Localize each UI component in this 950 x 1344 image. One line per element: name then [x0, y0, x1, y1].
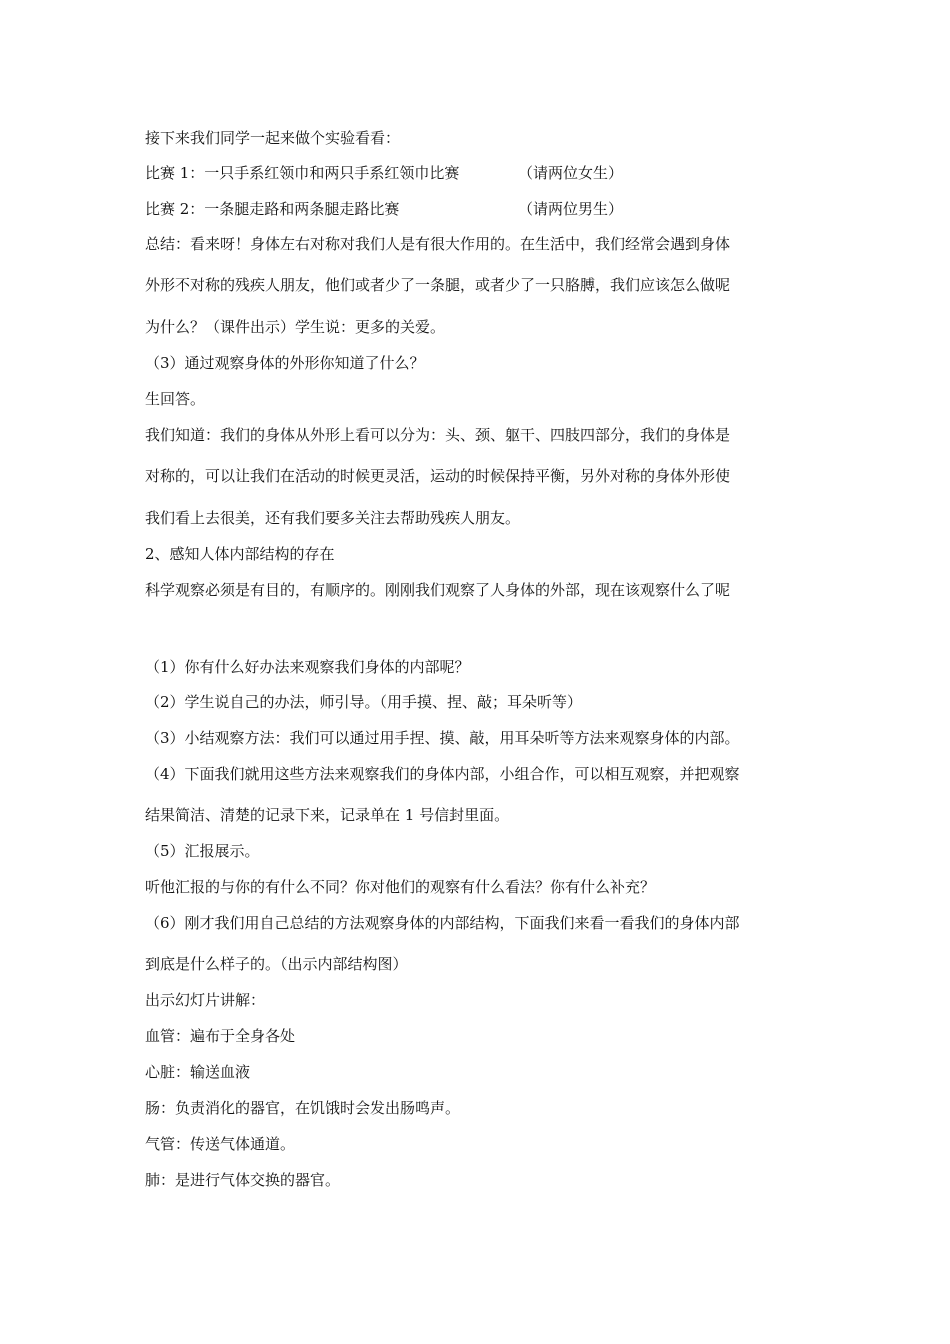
race-2-note: （请两位男生）: [518, 200, 624, 218]
race-1-line: [145, 163, 825, 183]
organ-trachea: 气管：传送气体通道。: [145, 1135, 296, 1153]
step-4-line-2: 结果简洁、清楚的记录下来，记录单在 1 号信封里面。: [145, 806, 510, 824]
step-5-question: 听他汇报的与你的有什么不同？你对他们的观察有什么看法？你有什么补充？: [145, 878, 656, 896]
question-3: （3）通过观察身体的外形你知道了什么？: [145, 354, 425, 372]
organ-intestine: 肠：负责消化的器官，在饥饿时会发出肠鸣声。: [145, 1099, 461, 1117]
observation-intro: 科学观察必须是有目的，有顺序的。刚刚我们观察了人身体的外部，现在该观察什么了呢: [145, 581, 731, 599]
race-2-line: [145, 199, 825, 219]
organ-blood-vessel: 血管：遍布于全身各处: [145, 1027, 296, 1045]
student-answer: 生回答。: [145, 390, 206, 408]
slide-explanation: 出示幻灯片讲解：: [145, 991, 266, 1009]
step-4-line-1: （4）下面我们就用这些方法来观察我们的身体内部，小组合作，可以相互观察，并把观察: [145, 765, 740, 783]
step-1: （1）你有什么好办法来观察我们身体的内部呢？: [145, 658, 470, 676]
step-3: （3）小结观察方法：我们可以通过用手捏、摸、敲，用耳朵听等方法来观察身体的内部。: [145, 729, 740, 747]
summary-line-1: 总结：看来呀！身体左右对称对我们人是有很大作用的。在生活中，我们经常会遇到身体: [145, 235, 731, 253]
race-1-text: 比赛 1：一只手系红领巾和两只手系红领巾比赛: [145, 164, 460, 182]
summary-line-2: 外形不对称的残疾人朋友，他们或者少了一条腿，或者少了一只胳膊，我们应该怎么做呢: [145, 276, 731, 294]
race-2-text: 比赛 2：一条腿走路和两条腿走路比赛: [145, 200, 400, 218]
summary-line-3: 为什么？（课件出示）学生说：更多的关爱。: [145, 318, 446, 336]
step-2: （2）学生说自己的办法，师引导。（用手摸、捏、敲；耳朵听等）: [145, 693, 583, 711]
race-1-note: （请两位女生）: [518, 164, 624, 182]
knowledge-line-3: 我们看上去很美，还有我们要多关注去帮助残疾人朋友。: [145, 509, 521, 527]
knowledge-line-2: 对称的，可以让我们在活动的时候更灵活，运动的时候保持平衡，另外对称的身体外形使: [145, 467, 731, 485]
paragraph-intro: 接下来我们同学一起来做个实验看看：: [145, 129, 401, 147]
knowledge-line-1: 我们知道：我们的身体从外形上看可以分为：头、颈、躯干、四肢四部分，我们的身体是: [145, 426, 731, 444]
step-6-line-1: （6）刚才我们用自己总结的方法观察身体的内部结构，下面我们来看一看我们的身体内部: [145, 914, 740, 932]
section-heading-2: 2、感知人体内部结构的存在: [145, 545, 335, 563]
organ-lung: 肺：是进行气体交换的器官。: [145, 1171, 341, 1189]
organ-heart: 心脏：输送血液: [145, 1063, 251, 1081]
step-6-line-2: 到底是什么样子的。（出示内部结构图）: [145, 955, 408, 973]
step-5: （5）汇报展示。: [145, 842, 260, 860]
